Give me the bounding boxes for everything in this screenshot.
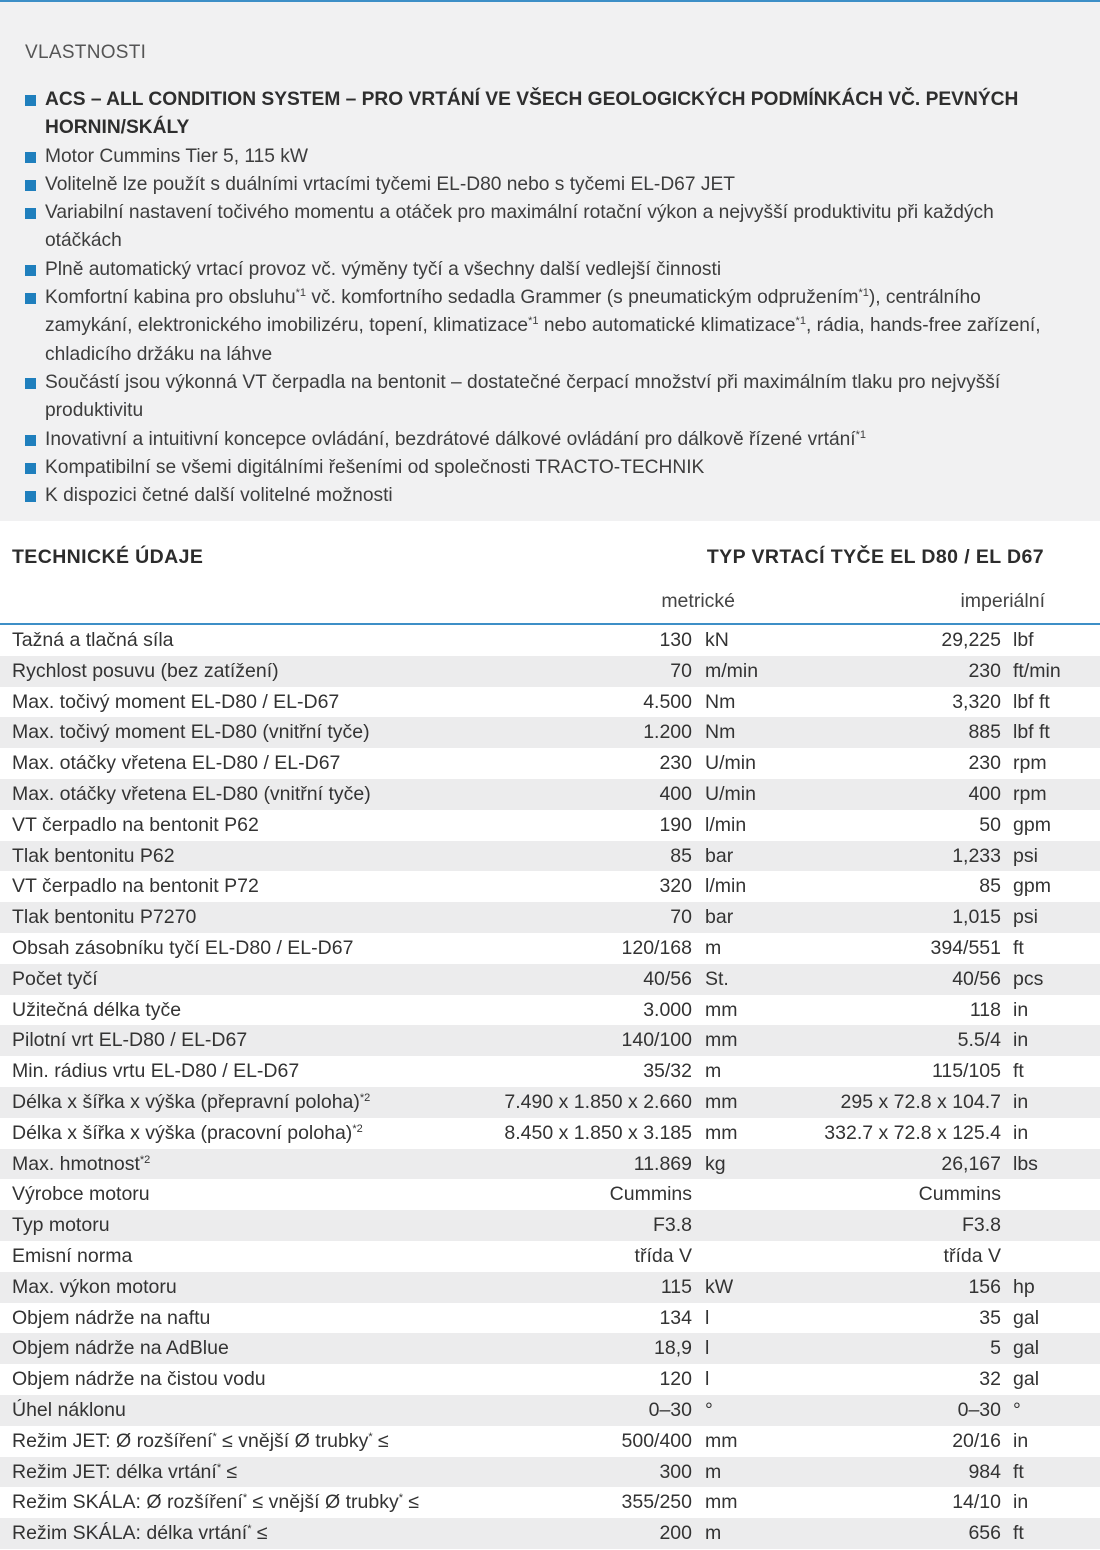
square-bullet-icon [25,491,36,502]
metric-value: Cummins [609,1183,692,1206]
imperial-value: 0–30 [957,1398,1001,1421]
metric-unit: kg [705,1152,726,1175]
imperial-unit: gal [1013,1306,1040,1329]
footnote-marker: *1 [858,287,869,300]
metric-value: 300 [659,1460,692,1483]
table-row [0,902,1100,933]
square-bullet-icon [25,180,36,191]
feature-text: Kompatibilní se všemi digitálními řešeními od společnosti TRACTO-TECHNIK [45,456,705,478]
metric-unit: mm [705,1429,738,1452]
imperial-unit: lbf [1013,629,1034,651]
features-title: VLASTNOSTI [25,42,147,63]
metric-unit: kN [705,629,729,651]
metric-unit: m/min [705,659,759,682]
imperial-unit: ft [1013,1522,1024,1545]
imperial-value: 115/105 [931,1060,1001,1083]
metric-unit: m [705,1060,722,1083]
metric-value: 8.450 x 1.850 x 3.185 [504,1121,692,1144]
metric-value: 4.500 [643,690,692,713]
table-row [0,933,1100,964]
imperial-value: 32 [979,1368,1001,1391]
metric-unit: mm [705,1121,738,1144]
metric-unit: m [705,1460,722,1483]
feature-text: ACS – ALL CONDITION SYSTEM – PRO VRTÁNÍ VE VŠECH GEOLOGICKÝCH PODMÍNKÁCH VČ. PEVNÝCH HORNIN/SKÁLY [45,89,1019,139]
footnote-marker: *2 [359,1091,371,1104]
row-label: Režim SKÁLA: Ø rozšíření* ≤ vnější Ø trubky* ≤ [12,1491,420,1514]
feature-text: Inovativní a intuitivní koncepce ovládání, bezdrátové dálkové ovládání pro dálkově řízené vrtání$^{*1}$ [45,428,867,450]
table-row [0,1056,1100,1087]
feature-item [25,482,1065,510]
metric-unit: l [705,1368,710,1391]
unit-header [0,588,1100,624]
imperial-value: 984 [968,1460,1001,1483]
metric-value: 115 [660,1275,692,1298]
table-row [0,779,1100,810]
feature-item [25,369,1065,426]
square-bullet-icon [25,152,36,163]
footnote-marker: *2 [352,1122,363,1135]
imperial-value: 3,320 [952,690,1001,713]
row-label: Tlak bentonitu P7270 [12,906,197,929]
table-row [0,964,1100,995]
imperial-value: Cummins [918,1183,1001,1206]
imperial-value: 394/551 [930,936,1001,959]
imperial-value: třída V [943,1244,1001,1267]
square-bullet-icon [25,378,36,389]
table-row [0,625,1100,656]
table-row [0,1426,1100,1457]
table-row [0,1395,1100,1426]
feature-text: Plně automatický vrtací provoz vč. výměny tyčí a všechny další vedlejší činnosti [45,258,722,280]
square-bullet-icon [25,293,36,304]
imperial-value: F3.8 [961,1214,1001,1237]
table-row [0,810,1100,841]
metric-unit: mm [705,1029,738,1052]
metric-value: 320 [659,875,692,898]
table-row [0,1518,1100,1549]
feature-text: Variabilní nastavení točivého momentu a otáček pro maximální rotační výkon a nejvyšší produktivitu při každých otáčkách [45,202,994,252]
imperial-value: 85 [979,875,1001,898]
imperial-value: 20/16 [952,1429,1001,1452]
metric-value: 85 [670,844,692,867]
imperial-value: 26,167 [941,1152,1001,1175]
row-label: Max. otáčky vřetena EL-D80 / EL-D67 [12,752,341,775]
metric-value: 18,9 [654,1337,692,1360]
table-row [0,1149,1100,1180]
metric-unit: m [705,1522,722,1545]
metric-unit: m [705,936,722,959]
row-label: Délka x šířka x výška (přepravní poloha)$^{*2}$ [12,1090,371,1113]
imperial-value: 156 [968,1275,1001,1298]
table-row [0,687,1100,718]
imperial-unit: in [1013,1029,1029,1052]
square-bullet-icon [25,265,36,276]
imperial-unit: rpm [1013,752,1047,775]
imperial-unit: gal [1013,1337,1040,1360]
metric-value: 355/250 [621,1491,692,1514]
row-label: VT čerpadlo na bentonit P72 [12,875,259,898]
row-label: Tlak bentonitu P62 [12,844,175,867]
row-label: Počet tyčí [12,967,98,990]
footnote-marker: * [368,1430,373,1443]
features-section [0,2,1100,521]
metric-value: 130 [659,629,692,651]
table-row [0,841,1100,872]
imperial-unit: psi [1013,906,1038,929]
imperial-unit: in [1013,1429,1029,1452]
feature-item [25,171,1065,199]
imperial-unit: lbf ft [1013,690,1050,713]
feature-item [25,426,1065,454]
imperial-unit: in [1013,1121,1029,1144]
imperial-value: 885 [968,721,1001,744]
metric-value: 7.490 x 1.850 x 2.660 [504,1090,692,1113]
table-row [0,1487,1100,1518]
metric-value: 35/32 [643,1060,692,1083]
imperial-value: 295 x 72.8 x 104.7 [840,1090,1001,1113]
imperial-value: 118 [969,998,1001,1021]
row-label: Úhel náklonu [12,1398,126,1421]
imperial-unit: hp [1013,1275,1035,1298]
table-row [0,1210,1100,1241]
table-row [0,1272,1100,1303]
imperial-value: 230 [968,659,1001,682]
metric-value: 230 [659,752,692,775]
imperial-label: imperiální [960,590,1045,612]
row-label: Objem nádrže na čistou vodu [12,1368,266,1391]
imperial-unit: in [1013,998,1029,1021]
imperial-value: 29,225 [941,629,1001,651]
footnote-marker: *2 [139,1153,151,1166]
imperial-unit: ft [1013,936,1024,959]
metric-unit: St. [705,967,729,990]
row-label: VT čerpadlo na bentonit P62 [12,813,259,836]
footnote-marker: *1 [795,315,806,328]
feature-text: Součástí jsou výkonná VT čerpadla na bentonit – dostatečné čerpací množství při maximálním tlaku pro nejvyšší produktivitu [45,371,1001,422]
square-bullet-icon [25,463,36,474]
table-row [0,656,1100,687]
imperial-unit: ft [1013,1460,1024,1483]
metric-unit: mm [705,1090,738,1113]
metric-unit: l [705,1337,710,1360]
row-label: Min. rádius vrtu EL-D80 / EL-D67 [12,1060,300,1083]
row-label: Max. točivý moment EL-D80 (vnitřní tyče) [12,721,370,744]
table-row [0,1118,1100,1149]
footnote-marker: * [398,1492,403,1505]
imperial-unit: gpm [1013,813,1051,836]
footnote-marker: * [242,1492,248,1505]
metric-value: 140/100 [621,1029,692,1052]
imperial-value: 40/56 [952,967,1001,990]
imperial-unit: psi [1013,844,1038,867]
row-label: Rychlost posuvu (bez zatížení) [12,659,279,682]
footnote-marker: *1 [295,287,307,300]
metric-value: 40/56 [643,967,692,990]
row-label: Max. točivý moment EL-D80 / EL-D67 [12,690,340,713]
specs-table [0,625,1100,1549]
features-list [25,86,1065,510]
feature-text: Komfortní kabina pro obsluhu$^{*1}$ vč. komfortního sedadla Grammer (s pneumatickým odpružením$^{*1}$), centrálního zamykání, elektronického imobilizéru, topení, klimatizace$^{*1}$ nebo automatické klimatizace$^{*1}$, rádia, hands-free zařízení, chladicího držáku na láhve [45,287,1041,365]
metric-label: metrické [661,590,735,612]
table-row [0,1333,1100,1364]
table-row [0,717,1100,748]
imperial-unit: rpm [1013,782,1047,805]
footnote-marker: *1 [855,428,867,441]
metric-unit: bar [705,844,734,867]
table-row [0,1303,1100,1334]
imperial-unit: in [1013,1090,1029,1113]
metric-value: 190 [659,813,692,836]
feature-text: Volitelně lze použít s duálními vrtacími tyčemi EL-D80 nebo s tyčemi EL-D67 JET [45,173,735,195]
feature-text: Motor Cummins Tier 5, 115 kW [45,145,309,167]
imperial-value: 14/10 [952,1491,1001,1514]
row-label: Obsah zásobníku tyčí EL-D80 / EL-D67 [12,936,354,959]
imperial-value: 230 [968,752,1001,775]
metric-value: 70 [670,906,692,929]
imperial-value: 400 [968,782,1001,805]
metric-value: 134 [659,1306,692,1329]
specs-header [0,544,1100,574]
imperial-value: 656 [968,1522,1001,1545]
square-bullet-icon [25,95,36,106]
metric-unit: l/min [705,813,747,836]
table-row [0,1241,1100,1272]
metric-unit: U/min [705,782,756,805]
feature-item [25,256,1065,284]
imperial-value: 1,233 [952,844,1001,867]
row-label: Režim JET: Ø rozšíření* ≤ vnější Ø trubky* ≤ [12,1429,389,1452]
row-label: Užitečná délka tyče [12,998,182,1021]
metric-unit: U/min [705,752,756,775]
imperial-value: 332.7 x 72.8 x 125.4 [824,1121,1001,1144]
imperial-unit: pcs [1013,967,1044,990]
table-row [0,1457,1100,1488]
metric-value: 0–30 [648,1398,692,1421]
rod-type-title: TYP VRTACÍ TYČE EL D80 / EL D67 [706,546,1044,568]
metric-value: 11.869 [633,1152,692,1175]
feature-text: K dispozici četné další volitelné možnosti [45,485,393,507]
imperial-unit: ft/min [1013,659,1061,682]
footnote-marker: * [212,1430,217,1443]
footnote-marker: * [216,1461,222,1474]
metric-value: 70 [670,659,692,682]
footnote-marker: * [247,1523,252,1536]
feature-item [25,454,1065,482]
metric-value: F3.8 [652,1214,692,1237]
metric-unit: ° [705,1398,713,1421]
metric-value: třída V [634,1244,692,1267]
footnote-marker: *1 [528,315,539,328]
imperial-unit: gpm [1013,875,1051,898]
row-label: Typ motoru [12,1214,110,1237]
imperial-unit: in [1013,1491,1029,1514]
metric-value: 1.200 [643,721,692,744]
row-label: Režim JET: délka vrtání* ≤ [12,1460,238,1483]
metric-value: 500/400 [621,1429,692,1452]
metric-value: 200 [659,1522,692,1545]
metric-unit: mm [705,1491,738,1514]
table-row [0,1179,1100,1210]
feature-item [25,86,1065,143]
feature-item [25,284,1065,369]
row-label: Objem nádrže na naftu [12,1306,211,1329]
row-label: Tažná a tlačná síla [12,629,174,651]
table-row [0,1087,1100,1118]
table-row [0,871,1100,902]
imperial-value: 1,015 [952,906,1001,929]
metric-unit: l [705,1306,710,1329]
imperial-value: 35 [979,1306,1001,1329]
metric-unit: Nm [705,721,736,744]
table-row [0,1025,1100,1056]
row-label: Max. výkon motoru [12,1275,177,1298]
imperial-unit: lbf ft [1013,721,1050,744]
table-row [0,1364,1100,1395]
square-bullet-icon [25,435,36,446]
imperial-unit: ° [1013,1398,1021,1421]
metric-unit: kW [705,1275,734,1298]
metric-unit: mm [705,998,738,1021]
specs-title: TECHNICKÉ ÚDAJE [12,546,204,568]
row-label: Výrobce motoru [12,1183,150,1206]
imperial-unit: lbs [1013,1152,1038,1175]
imperial-unit: gal [1013,1368,1040,1391]
row-label: Režim SKÁLA: délka vrtání* ≤ [12,1522,268,1545]
metric-value: 120/168 [621,936,692,959]
imperial-value: 5 [990,1337,1001,1360]
imperial-value: 5.5/4 [957,1029,1001,1052]
square-bullet-icon [25,208,36,219]
row-label: Pilotní vrt EL-D80 / EL-D67 [12,1029,248,1052]
table-row [0,748,1100,779]
table-row [0,995,1100,1026]
metric-unit: bar [705,906,734,929]
metric-value: 3.000 [643,998,692,1021]
row-label: Max. hmotnost$^{*2}$ [12,1152,151,1175]
feature-item [25,143,1065,171]
metric-unit: l/min [705,875,747,898]
row-label: Max. otáčky vřetena EL-D80 (vnitřní tyče) [12,782,371,805]
row-label: Objem nádrže na AdBlue [12,1337,229,1360]
row-label: Délka x šířka x výška (pracovní poloha)$^{*2}$ [12,1121,363,1144]
imperial-value: 50 [979,813,1001,836]
feature-item [25,199,1065,256]
imperial-unit: ft [1013,1060,1024,1083]
metric-value: 120 [659,1368,692,1391]
metric-unit: Nm [705,690,736,713]
metric-value: 400 [659,782,692,805]
row-label: Emisní norma [12,1244,133,1267]
